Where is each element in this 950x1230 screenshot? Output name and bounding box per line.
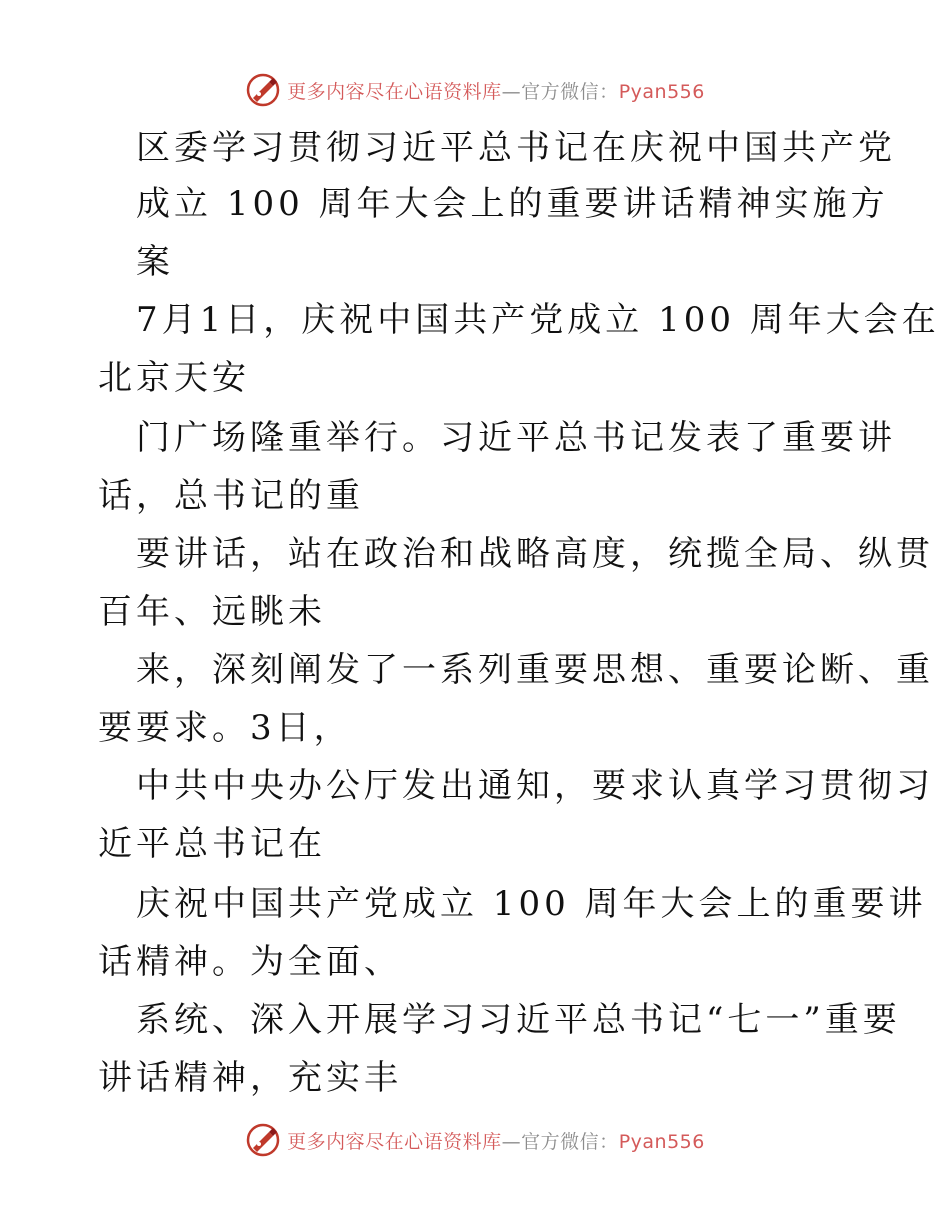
banner-wechat-id: Pyan556 bbox=[618, 80, 705, 103]
banner-wechat-label: 官方微信： bbox=[521, 80, 619, 103]
banner-slogan: 更多内容尽在心语资料库 bbox=[287, 1130, 502, 1153]
doc-line: 百年、远眺未 bbox=[98, 592, 326, 632]
banner-separator: — bbox=[501, 1130, 522, 1153]
doc-line: 7月1日，庆祝中国共产党成立 100 周年大会在 bbox=[136, 300, 940, 340]
banner-wechat-id: Pyan556 bbox=[618, 1130, 705, 1153]
doc-line: 要要求。3日， bbox=[98, 708, 352, 748]
doc-line: 区委学习贯彻习近平总书记在庆祝中国共产党 bbox=[136, 128, 896, 168]
doc-line: 北京天安 bbox=[98, 358, 250, 398]
doc-line: 门广场隆重举行。习近平总书记发表了重要讲 bbox=[136, 418, 896, 458]
header-watermark-banner bbox=[0, 70, 950, 110]
banner-slogan: 更多内容尽在心语资料库 bbox=[287, 80, 502, 103]
banner-wechat-label: 官方微信： bbox=[521, 1130, 619, 1153]
doc-line: 近平总书记在 bbox=[98, 824, 326, 864]
doc-line: 要讲话，站在政治和战略高度，统揽全局、纵贯 bbox=[136, 534, 934, 574]
doc-line: 成立 100 周年大会上的重要讲话精神实施方 bbox=[136, 184, 889, 224]
doc-line: 话，总书记的重 bbox=[98, 476, 364, 516]
banner-separator: — bbox=[501, 80, 522, 103]
pen-logo-icon bbox=[245, 1122, 281, 1158]
doc-line: 案 bbox=[136, 242, 174, 282]
doc-line: 庆祝中国共产党成立 100 周年大会上的重要讲 bbox=[136, 884, 927, 924]
doc-line: 讲话精神，充实丰 bbox=[98, 1058, 402, 1098]
doc-line: 中共中央办公厅发出通知，要求认真学习贯彻习 bbox=[136, 766, 934, 806]
doc-line: 来，深刻阐发了一系列重要思想、重要论断、重 bbox=[136, 650, 934, 690]
footer-watermark-banner bbox=[0, 1120, 950, 1160]
doc-line: 话精神。为全面、 bbox=[98, 942, 402, 982]
pen-logo-icon bbox=[245, 72, 281, 108]
doc-line: 系统、深入开展学习习近平总书记“七一”重要 bbox=[136, 1000, 901, 1040]
